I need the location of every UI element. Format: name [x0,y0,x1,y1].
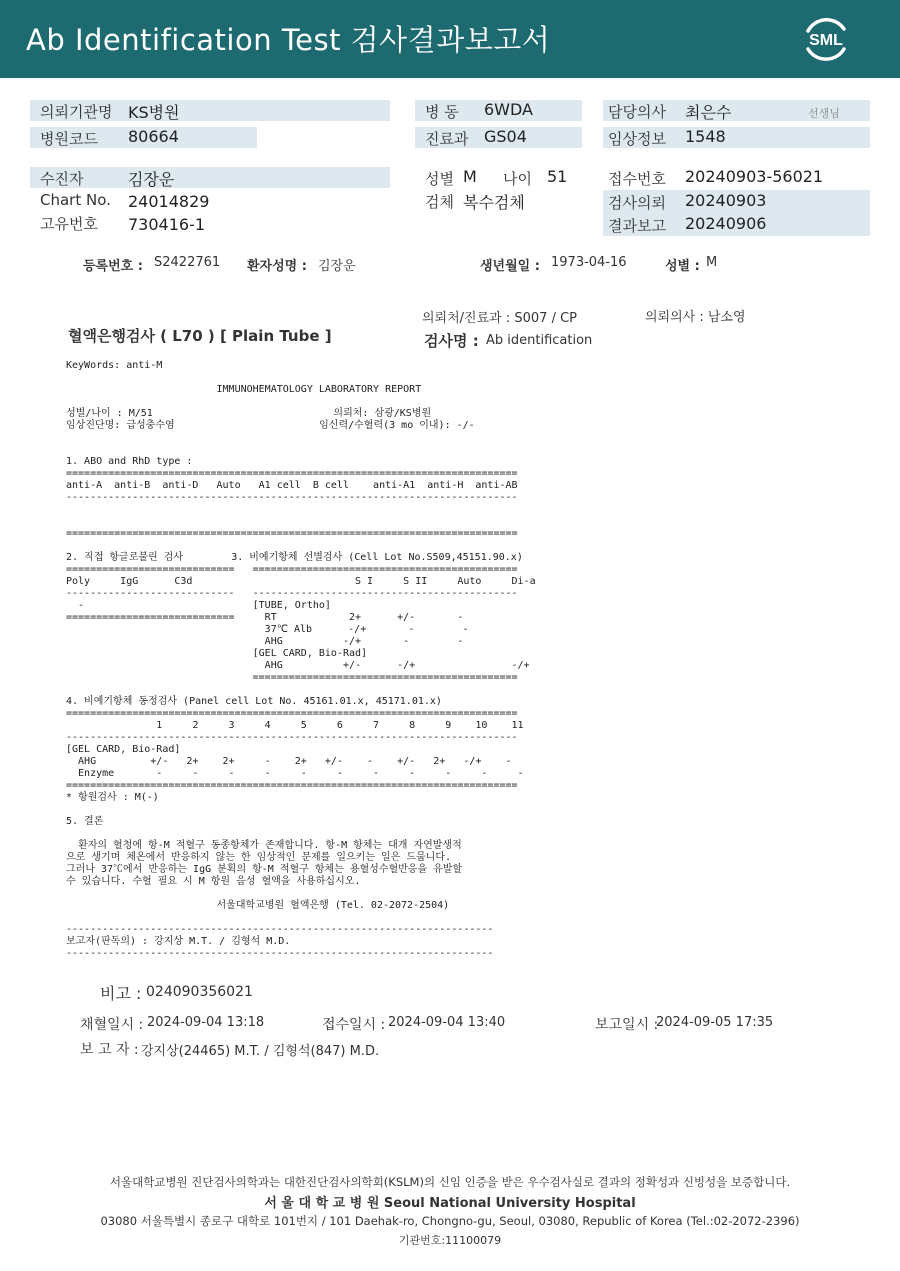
test-name-label: 검사명 : [424,332,479,350]
chart-label: Chart No. [40,191,111,209]
specimen-label: 검체 [425,193,454,211]
patient-label: 수진자 [40,170,84,188]
patient-band [30,167,390,188]
reg-value: S2422761 [154,255,221,270]
doctor-suffix: 선생님 [808,107,840,120]
report-dt-value: 2024-09-05 17:35 [656,1015,774,1030]
patient-value: 김장운 [128,170,175,189]
hospital-code-label: 병원코드 [40,130,98,148]
sml-logo-icon [800,13,852,65]
doctor-value: 최은수 [685,103,732,122]
name-label: 환자성명 : [247,259,307,274]
doctor-label: 담당의사 [608,103,666,121]
footer-institution-no: 기관번호:11100079 [398,1234,502,1247]
dob-value: 1973-04-16 [551,255,627,270]
request-value: 20240903 [685,191,767,210]
summary-sex-value: M [706,255,718,270]
ward-label: 병 동 [425,103,459,121]
reporter-label: 보 고 자 : [80,1042,139,1058]
summary-sex-label: 성별 : [665,259,700,274]
institution-label: 의뢰기관명 [40,103,113,121]
reg-label: 등록번호 : [83,259,143,274]
report-label: 결과보고 [608,217,666,235]
request-doctor-text: 의뢰의사 : 남소영 [645,310,746,325]
report-title: Ab Identification Test 검사결과보고서 [26,23,551,57]
ward-value: 6WDA [484,100,533,119]
receive-label: 접수일시 : [322,1017,386,1033]
age-label: 나이 [503,170,532,188]
lab-report-text: KeyWords: anti-M IMMUNOHEMATOLOGY LABORATORY REPORT 성별/나이 : M/51 의뢰처: 삼광/KS병원 임상진단명: 급성충수염 임신력/수혈력(3 mo 이내): -/- 1. ABO and RhD type : =========================================================================== anti-A anti-B anti-D Auto A1 cell B cell anti-A1 anti-H anti-AB --------------------------------------------------------------------------- =========================================================================== 2. 직접 항글로불린 검사 3. 비예기항체 선별검사 (Cell Lot No.S509,45151.90.x) ============================ ============================================ Poly IgG C3d S I S II Auto Di-a ---------------------------- -------------------------------------------- - [TUBE, Ortho] ============================ RT 2+ +/- - 37℃ Alb -/+ - - AHG -/+ - - [GEL CARD, Bio-Rad] AHG +/- -/+ -/+ ============================================ 4. 비예기항체 동정검사 (Panel cell Lot No. 45161.01.x, 45171.01.x) =========================================================================== 1 2 3 4 5 6 7 8 9 10 11 --------------------------------------------------------------------------- [GEL CARD, Bio-Rad] AHG +/- 2+ 2+ - 2+ +/- - +/- 2+ -/+ - Enzyme - - - - - - - - - - - =========================================================================== * 항원검사 : M(-) 5. 결론 환자의 혈청에 항-M 적혈구 동종항체가 존재합니다. 항-M 항체는 대개 자연발생적 으로 생기며 체온에서 반응하지 않는 한 임상적인 문제를 일으키는 일은 드뭅니다. 그러나 37℃에서 반응하는 IgG 분획의 항-M 적혈구 항체는 용혈성수혈반응을 유발할 수 있습니다. 수혈 필요 시 M 항원 음성 혈액을 사용하십시오. 서울대학교병원 혈액은행 (Tel. 02-2072-2504) ----------------------------------------------------------------------- 보고자(판독의) : 강지상 M.T. / 김형석 M.D. ----------------------------------------------------------------------- [66,360,536,959]
reporter-value: 강지상(24465) M.T. / 김형석(847) M.D. [141,1044,380,1059]
note-value: 024090356021 [146,984,253,1000]
receipt-no-label: 접수번호 [608,170,666,188]
age-value: 51 [547,167,568,186]
hospital-code-value: 80664 [128,127,179,146]
sex-label: 성별 [425,170,454,188]
institution-value: KS병원 [128,103,180,122]
collect-label: 채혈일시 : [80,1017,144,1033]
receipt-no-value: 20240903-56021 [685,167,824,186]
footer-certification: 서울대학교병원 진단검사의학과는 대한진단검사의학회(KSLM)의 신임 인증을 받은 우수검사실로 결과의 정확성과 신빙성을 보증합니다. [109,1175,791,1189]
clinical-value: 1548 [685,127,726,146]
note-label: 비고 : [100,984,142,1003]
name-value: 김장운 [318,259,356,274]
collect-value: 2024-09-04 13:18 [147,1015,265,1030]
unique-label: 고유번호 [40,215,98,233]
report-value: 20240906 [685,214,767,233]
dept-label: 진료과 [425,130,469,148]
sex-value: M [463,167,477,186]
request-label: 검사의뢰 [608,194,666,212]
dept-value: GS04 [484,127,527,146]
report-dt-label: 보고일시 : [595,1017,659,1033]
chart-value: 24014829 [128,192,210,211]
specimen-value: 복수검체 [463,193,525,212]
clinical-label: 임상정보 [608,130,666,148]
dob-label: 생년월일 : [480,259,540,274]
test-name-value: Ab identification [486,333,593,348]
request-dept-text: 의뢰처/진료과 : S007 / CP [422,311,577,326]
logo-text: SML [809,32,843,49]
footer-address: 03080 서울특별시 종로구 대학로 101번지 / 101 Daehak-ro, Chongno-gu, Seoul, 03080, Republic of Korea (Tel.:02-2072-2396) [100,1214,800,1228]
unique-value: 730416-1 [128,215,206,234]
section-title: 혈액은행검사 ( L70 ) [ Plain Tube ] [68,327,332,345]
footer-hospital-name: 서 울 대 학 교 병 원 Seoul National University Hospital [264,1196,636,1211]
receive-value: 2024-09-04 13:40 [388,1015,506,1030]
